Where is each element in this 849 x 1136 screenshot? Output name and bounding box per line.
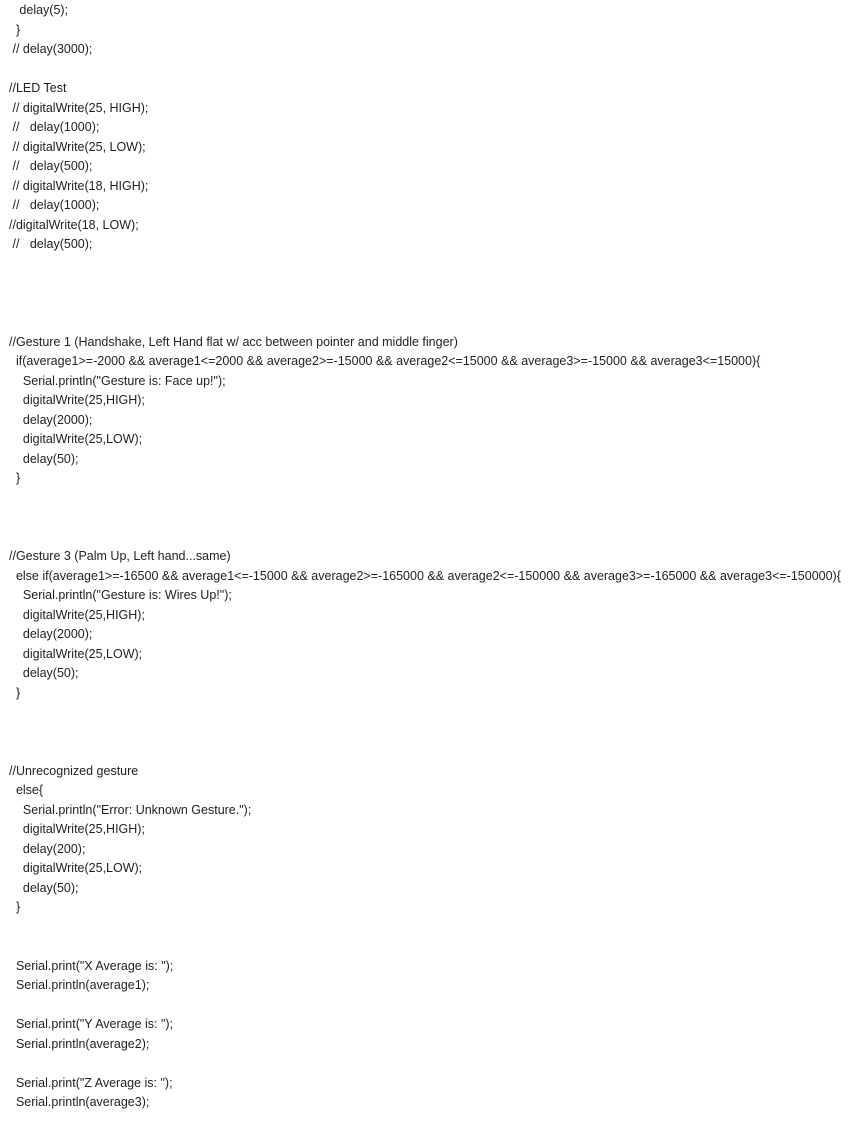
code-line: else if(average1>=-16500 && average1<=-15000 && average2>=-165000 && average2<=-150000 && average3>=-165000 && average3<=-150000){ xyxy=(9,568,841,583)
code-line: Serial.print("Z Average is: "); xyxy=(9,1075,173,1090)
code-line xyxy=(9,508,841,528)
code-line xyxy=(9,918,841,938)
code-line: //digitalWrite(18, LOW); xyxy=(9,217,139,232)
code-line: delay(50); xyxy=(9,451,79,466)
code-line: delay(2000); xyxy=(9,627,93,641)
code-line xyxy=(9,274,841,294)
code-line: Serial.print("X Average is: "); xyxy=(9,958,174,973)
code-line: digitalWrite(25,LOW); xyxy=(9,432,143,446)
code-line xyxy=(9,703,841,723)
code-line: } xyxy=(9,900,21,914)
code-document xyxy=(9,1,841,1113)
code-line xyxy=(9,313,841,333)
code-line: //LED Test xyxy=(9,81,67,95)
code-line: Serial.println("Error: Unknown Gesture."); xyxy=(9,802,252,817)
code-line xyxy=(9,294,841,314)
code-line: //Unrecognized gesture xyxy=(9,763,139,778)
code-line: delay(200); xyxy=(9,841,86,856)
code-line: // digitalWrite(25, LOW); xyxy=(9,139,146,154)
code-line: delay(5); xyxy=(9,3,69,17)
code-line: //Gesture 1 (Handshake, Left Hand flat w/ acc between pointer and middle finger) xyxy=(9,334,458,349)
code-line: Serial.println(average1); xyxy=(9,978,150,992)
code-line xyxy=(9,723,841,743)
code-line xyxy=(9,255,841,275)
code-line: Serial.print("Y Average is: "); xyxy=(9,1017,174,1031)
code-line xyxy=(9,528,841,548)
code-line: delay(50); xyxy=(9,666,79,680)
code-line: Serial.println(average2); xyxy=(9,1036,150,1051)
code-line: digitalWrite(25,HIGH); xyxy=(9,822,145,836)
code-line: Serial.println(average3); xyxy=(9,1095,150,1109)
code-line: digitalWrite(25,HIGH); xyxy=(9,607,145,622)
code-line: // digitalWrite(25, HIGH); xyxy=(9,100,149,115)
code-line: if(average1>=-2000 && average1<=2000 && average2>=-15000 && average2<=15000 && average3>=-15000 && average3<=15000){ xyxy=(9,354,761,368)
code-line: digitalWrite(25,LOW); xyxy=(9,861,143,875)
code-line: // delay(1000); xyxy=(9,120,100,134)
code-line xyxy=(9,60,841,80)
code-line: // delay(1000); xyxy=(9,198,100,212)
code-line xyxy=(9,996,841,1016)
code-line xyxy=(9,489,841,509)
code-line: digitalWrite(25,HIGH); xyxy=(9,393,145,407)
code-line: // delay(3000); xyxy=(9,42,93,56)
code-line: // digitalWrite(18, HIGH); xyxy=(9,178,149,193)
code-line: // delay(500); xyxy=(9,237,93,251)
code-line xyxy=(9,1054,841,1074)
code-line: //Gesture 3 (Palm Up, Left hand...same) xyxy=(9,549,231,563)
code-line xyxy=(9,937,841,957)
code-line: Serial.println("Gesture is: Wires Up!"); xyxy=(9,588,232,602)
code-line: } xyxy=(9,685,21,700)
code-line: else{ xyxy=(9,783,44,797)
code-line: // delay(500); xyxy=(9,159,93,173)
code-line xyxy=(9,742,841,762)
code-line: Serial.println("Gesture is: Face up!"); xyxy=(9,373,226,388)
code-line: delay(50); xyxy=(9,880,79,895)
code-line: } xyxy=(9,471,21,485)
code-line: } xyxy=(9,22,21,37)
code-line: delay(2000); xyxy=(9,412,93,427)
code-line: digitalWrite(25,LOW); xyxy=(9,646,143,661)
